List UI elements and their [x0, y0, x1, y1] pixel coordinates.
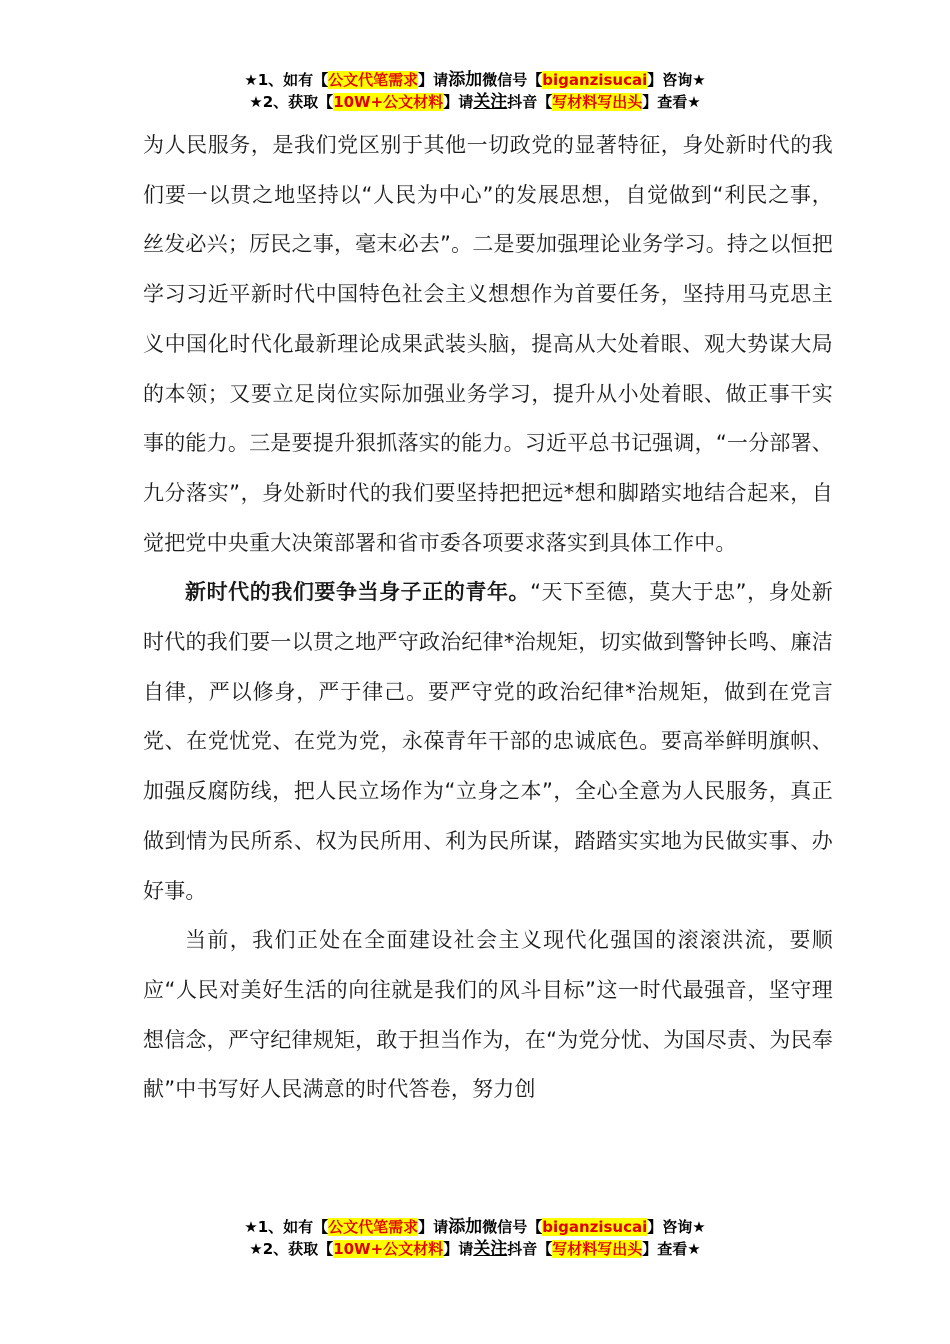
promo-emphasis: 添加 [448, 70, 483, 90]
promo-emphasis: 关注 [473, 92, 508, 112]
promo-text: 微信号【 [482, 1218, 543, 1236]
paragraph-1: 为人民服务，是我们党区别于其他一切政党的显著特征，身处新时代的我们要一以贯之地坚持以“人民为中心”的发展思想，自觉做到“利民之事，丝发必兴；厉民之事，毫末必去”。二是要加强理论业务学习。持之以恒把学习习近平新时代中国特色社会主义想想作为首要任务，坚持用马克思主义中国化时代化最新理论成果武装头脑，提高从大处着眼、观大势谋大局的本领；又要立足岗位实际加强业务学习，提升从小处着眼、做正事干实事的能力。三是要提升狠抓落实的能力。习近平总书记强调，“一分部署、九分落实”，身处新时代的我们要坚持把把远*想和脚踏实地结合起来，自觉把党中央重大决策部署和省市委各项要求落实到具体工作中。 [143, 133, 833, 555]
promo-text: 】咨询★ [647, 1218, 706, 1236]
promo-highlight: 公文代笔需求 [328, 71, 419, 89]
promo-text: 】查看★ [642, 93, 701, 111]
paragraph-2 [143, 568, 833, 916]
promo-wechat-id: biganzisucai [542, 71, 648, 89]
promo-wechat-id: biganzisucai [542, 1218, 648, 1236]
promo-text: ★2、获取【 [249, 93, 334, 111]
promo-text: 】请 [418, 71, 449, 89]
top-promo-banner [0, 69, 950, 113]
promo-emphasis: 添加 [448, 1217, 483, 1237]
promo-text: 】请 [443, 93, 474, 111]
promo-line-2 [0, 91, 950, 113]
paragraph-3: 当前，我们正处在全面建设社会主义现代化强国的滚滚洪流，要顺应“人民对美好生活的向往就是我们的风斗目标”这一时代最强音，坚守理想信念，严守纪律规矩，敢于担当作为，在“为党分忧、为国尽责、为民奉献”中书写好人民满意的时代答卷，努力创 [143, 928, 833, 1102]
promo-text: 抖音【 [507, 1240, 553, 1258]
promo-douyin-id: 写材料写出头 [552, 93, 643, 111]
bottom-promo-banner [0, 1216, 950, 1260]
promo-douyin-id: 写材料写出头 [552, 1240, 643, 1258]
promo-text: 】请 [418, 1218, 449, 1236]
promo-text: ★2、获取【 [249, 1240, 334, 1258]
promo-highlight: 10W+公文材料 [333, 93, 444, 111]
promo-line-2 [0, 1238, 950, 1260]
promo-text: ★1、如有【 [244, 1218, 329, 1236]
paragraph-text: “天下至德，莫大于忠”，身处新时代的我们要一以贯之地严守政治纪律*治规矩，切实做到警钟长鸣、廉洁自律，严以修身，严于律己。要严守党的政治纪律*治规矩，做到在党言党、在党忧党、在党为党，永葆青年干部的忠诚底色。要高举鲜明旗帜、加强反腐防线，把人民立场作为“立身之本”，全心全意为人民服务，真正做到情为民所系、权为民所用、利为民所谋，踏踏实实地为民做实事、办好事。 [143, 580, 833, 903]
promo-text: 抖音【 [507, 93, 553, 111]
promo-text: 微信号【 [482, 71, 543, 89]
document-body [143, 121, 833, 1115]
promo-text: ★1、如有【 [244, 71, 329, 89]
promo-line-1 [0, 69, 950, 91]
paragraph-heading: 新时代的我们要争当身子正的青年。 [185, 580, 531, 605]
promo-highlight: 10W+公文材料 [333, 1240, 444, 1258]
promo-highlight: 公文代笔需求 [328, 1218, 419, 1236]
promo-text: 】查看★ [642, 1240, 701, 1258]
promo-text: 】咨询★ [647, 71, 706, 89]
promo-text: 】请 [443, 1240, 474, 1258]
promo-line-1 [0, 1216, 950, 1238]
promo-emphasis: 关注 [473, 1239, 508, 1259]
